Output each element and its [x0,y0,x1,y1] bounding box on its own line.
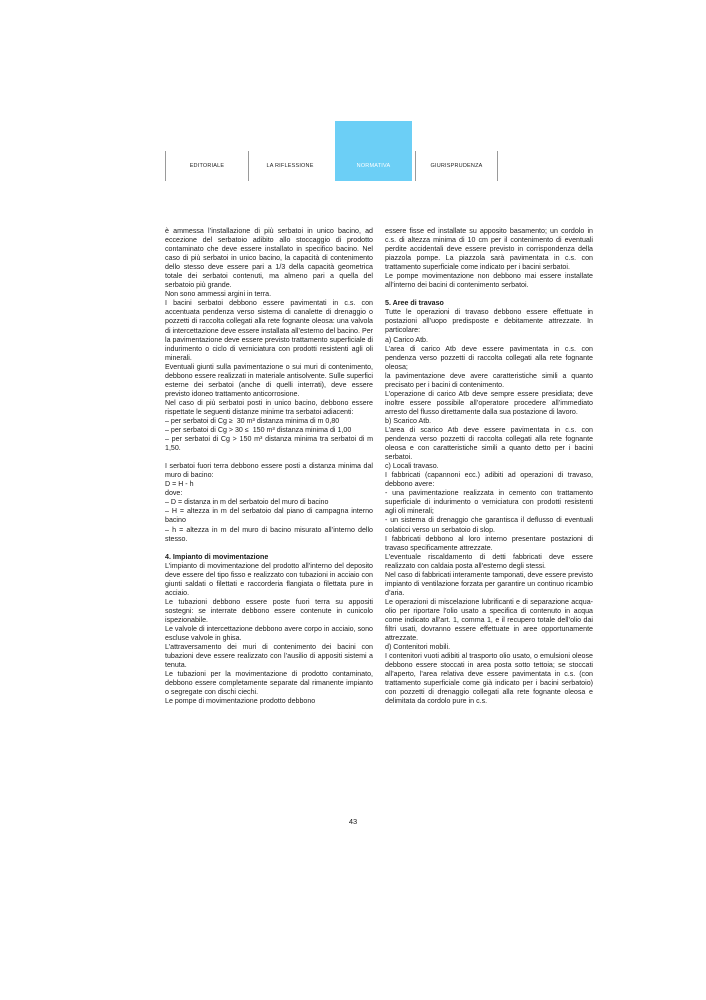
tab-normativa[interactable]: NORMATIVA [335,121,412,181]
paragraph: L’operazione di carico Atb deve sempre essere presidiata; deve inoltre essere possibile all’operatore procedere all’immediato arresto del flusso direttamente dalla sua postazione di lavoro. [385,389,595,416]
paragraph: Le operazioni di miscelazione lubrificanti e di separazione acqua-olio per riportare l’olio usato a specifica di contenuto in acqua come indicato all’art. 1, comma 1, e il recupero totale dell’olio dai filtri usati, dovranno essere effettuate in aree opportunamente attrezzate. [385,597,595,643]
paragraph: I contenitori vuoti adibiti al trasporto olio usato, o emulsioni oleose debbono essere stoccati in area posta sotto tettoia; se stoccati all’aperto, l’area relativa deve essere pavimentata in c.s. (con trattamento superficiale come già indicato per i bacini serbatoio) con pozzetti di drenaggio collegati alla rete fognante oleosa e delimitata da cordolo pure in c.s. [385,652,595,706]
paragraph: Nel caso di fabbricati interamente tamponati, deve essere previsto impianto di ventilazione forzata per garantire un continuo ricambio d’aria. [385,570,595,597]
left-column [165,227,373,706]
paragraph: L’eventuale riscaldamento di detti fabbricati deve essere realizzato con caldaia posta all’esterno degli stessi. [385,552,595,570]
paragraph: Le pompe movimentazione non debbono mai essere installate all’interno dei bacini di contenimento serbatoi. [385,272,595,290]
paragraph: dove: [165,489,183,498]
formula: D = H - h [165,480,194,489]
section-heading: 4. Impianto di movimentazione [165,552,269,561]
paragraph: la pavimentazione deve avere caratteristiche simili a quanto precisato per i bacini di contenimento. [385,371,595,389]
list-item: - un sistema di drenaggio che garantisca il deflusso di eventuali colaticci verso un serbatoio di slop. [385,516,595,534]
tab-la-riflessione[interactable]: LA RIFLESSIONE [248,151,331,181]
paragraph: Tutte le operazioni di travaso debbono essere effettuate in postazioni all’uopo predisposte e debitamente attrezzate. In particolare: [385,308,595,335]
paragraph: L’area di scarico Atb deve essere pavimentata in c.s. con pendenza verso pozzetti di raccolta collegati alla rete fognante oleosa e con caratteristiche simili a quanto detto per i bacini serbatoi. [385,425,595,462]
right-column [385,227,593,706]
paragraph: Le tubazioni per la movimentazione di prodotto contaminato, debbono essere completamente separate dal rimanente impianto o segregate con dischi ciechi. [165,670,375,697]
list-item: d) Contenitori mobili. [385,643,451,652]
list-item: – per serbatoi di Cg > 150 m³ distanza minima tra serbatoi di m 1,50. [165,435,375,453]
paragraph: L’impianto di movimentazione del prodotto all’interno del deposito deve essere del tipo fisso e realizzato con tubazioni in acciaio con giunti saldati o filettati e raccorderia flangiata o filettata pure in acciaio. [165,561,375,597]
paragraph: L’area di carico Atb deve essere pavimentata in c.s. con pendenza verso pozzetti di raccolta collegati alla rete fognante oleosa; [385,344,595,371]
paragraph: Le valvole di intercettazione debbono avere corpo in acciaio, sono escluse valvole in ghisa. [165,624,375,643]
paragraph: I fabbricati (capannoni ecc.) adibiti ad operazioni di travaso, debbono avere: [385,471,595,489]
tab-giurisprudenza[interactable]: GIURISPRUDENZA [415,151,498,181]
paragraph: Le pompe di movimentazione prodotto debbono [165,697,316,706]
paragraph: essere fisse ed installate su apposito basamento; un cordolo in c.s. di altezza minima di 10 cm per il contenimento di eventuali perdite accidentali deve essere previsto in corrispondenza della piazzola pompe. La piazzola sarà pavimentata in c.s. con trattamento superficiale come indicato per i bacini serbatoi. [385,227,595,272]
list-item: a) Carico Atb. [385,335,428,344]
paragraph: Nel caso di più serbatoi posti in unico bacino, debbono essere rispettate le seguenti distanze minime tra serbatoi adiacenti: [165,398,375,416]
list-item: - una pavimentazione realizzata in cemento con trattamento superficiale di indurimento o verniciatura con prodotti resistenti agli oli minerali; [385,489,595,516]
list-item: – D = distanza in m del serbatoio del muro di bacino [165,498,329,507]
tab-editoriale[interactable]: EDITORIALE [165,151,248,181]
list-item: – per serbatoi di Cg > 30 ≤ 150 m³ distanza minima di 1,00 [165,426,352,435]
paragraph: Eventuali giunti sulla pavimentazione o sui muri di contenimento, debbono essere realizzati in materiale antisolvente. Sulle superfici esterne dei serbatoi (anche di quelli interrati), deve essere previsto idoneo trattamento anticorrosione. [165,362,375,398]
paragraph: I fabbricati debbono al loro interno presentare postazioni di travaso specificamente attrezzate. [385,534,595,552]
page-number: 43 [348,817,358,826]
paragraph: Le tubazioni debbono essere poste fuori terra su appositi sostegni: se interrate debbono essere contenute in cunicolo ispezionabile. [165,597,375,624]
paragraph: Non sono ammessi argini in terra. [165,290,272,299]
section-heading: 5. Aree di travaso [385,299,444,308]
paragraph: I serbatoi fuori terra debbono essere posti a distanza minima dal muro di bacino: [165,462,375,480]
list-item: b) Scarico Atb. [385,416,432,425]
paragraph: I bacini serbatoi debbono essere pavimentati in c.s. con accentuata pendenza verso sistema di canalette di drenaggio o pozzetti di raccolta collegati alla rete fognante oleosa: una valvola di intercettazione deve essere installata all’esterno del bacino. Per la pavimentazione deve essere previsto trattamento superficiale di indurimento o ciclo di verniciatura con prodotti resistenti agli oli minerali. [165,299,375,362]
list-item: c) Locali travaso. [385,462,439,471]
list-item: – h = altezza in m del muro di bacino misurato all’interno dello stesso. [165,525,375,543]
list-item: – per serbatoi di Cg ≥ 30 m³ distanza minima di m 0,80 [165,416,340,425]
list-item: – H = altezza in m del serbatoio dal piano di campagna interno bacino [165,507,375,525]
paragraph: L’attraversamento dei muri di contenimento dei bacini con tubazioni deve essere realizzato con l’ausilio di appositi sistemi a tenuta. [165,643,375,670]
paragraph: è ammessa l’installazione di più serbatoi in unico bacino, ad eccezione del serbatoio adibito allo stoccaggio di prodotto contaminato che deve essere installato in specifico bacino. Nel caso di più serbatoi in unico bacino, la capacità di contenimento dello stesso deve essere pari a 1/3 della capacità geometrica totale dei serbatoi contenuti, ma almeno pari a quella del serbatoio più grande. [165,227,375,290]
section-tab-bar [165,121,498,181]
